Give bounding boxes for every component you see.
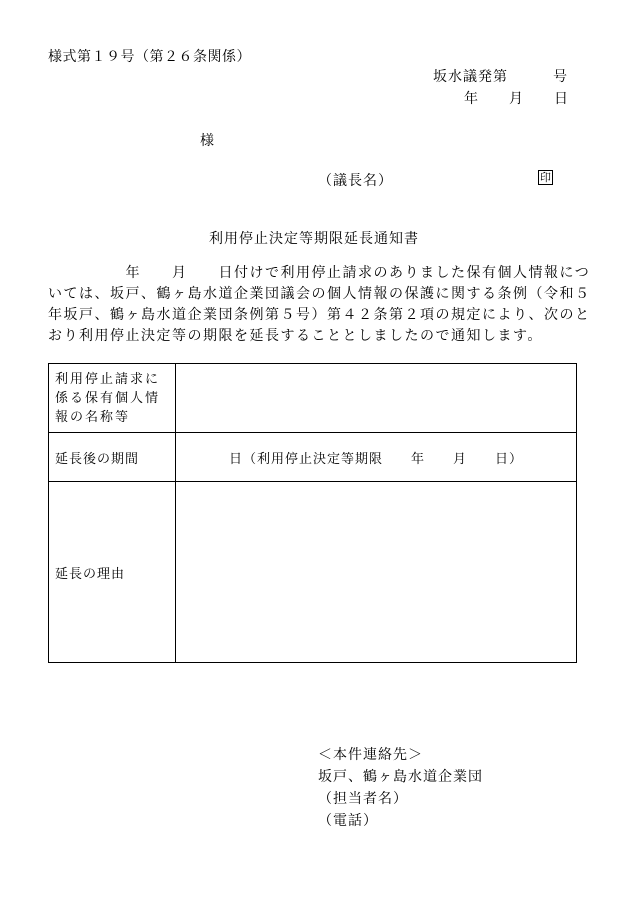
form-number: 様式第１９号（第２６条関係） <box>48 49 251 65</box>
sender-title: （議長名） <box>318 173 393 189</box>
table-row <box>49 364 577 433</box>
body-line: いては、坂戸、鶴ヶ島水道企業団議会の個人情報の保護に関する条例（令和５ <box>48 286 591 302</box>
seal-mark: 印 <box>540 171 551 184</box>
contact-phone: （電話） <box>318 813 378 829</box>
addressee-honorific: 様 <box>200 133 214 149</box>
contact-organization: 坂戸、鶴ヶ島水道企業団 <box>318 769 483 785</box>
extended-period-label: 延長後の期間 <box>49 433 176 482</box>
table-row <box>49 433 577 482</box>
body-line: 年坂戸、鶴ヶ島水道企業団条例第５号）第４２条第２項の規定により、次のと <box>48 307 591 323</box>
extended-period-value: 日（利用停止決定等期限 年 月 日） <box>176 433 577 482</box>
info-name-value <box>176 364 577 433</box>
extension-reason-value <box>176 482 577 663</box>
issue-number: 坂水議発第 号 <box>433 69 568 85</box>
document-title: 利用停止決定等期限延長通知書 <box>209 231 419 247</box>
extension-reason-label: 延長の理由 <box>49 482 176 663</box>
contact-heading: ＜本件連絡先＞ <box>318 747 423 763</box>
notice-table <box>48 363 577 663</box>
table-row <box>49 482 577 663</box>
info-name-label: 利用停止請求に係る保有個人情報の名称等 <box>49 364 176 433</box>
body-line: 年 月 日付けで利用停止請求のありました保有個人情報につ <box>48 265 591 281</box>
contact-person: （担当者名） <box>318 791 408 807</box>
issue-date: 年 月 日 <box>464 91 569 107</box>
body-line: おり利用停止決定等の期限を延長することとしましたので通知します。 <box>48 328 543 344</box>
notice-body <box>48 263 591 347</box>
contact-block <box>318 744 483 832</box>
